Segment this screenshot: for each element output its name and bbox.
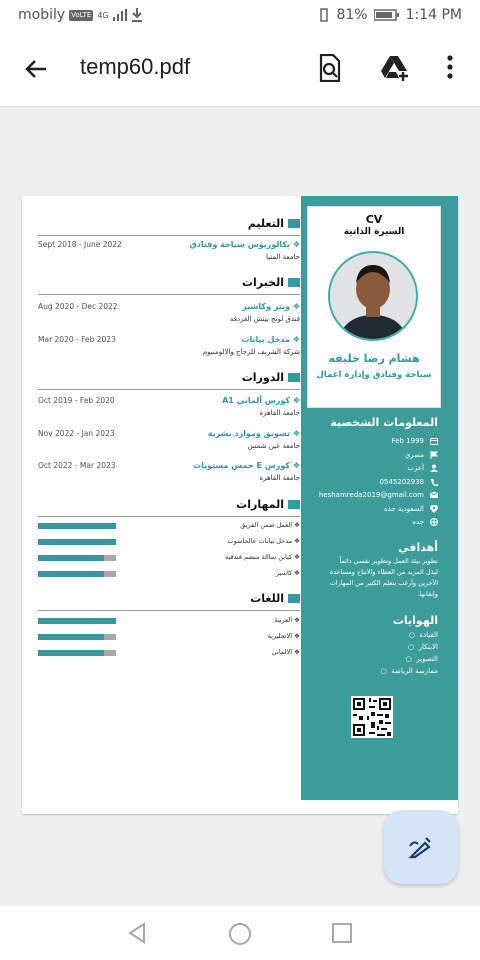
profile-card [307, 206, 441, 408]
download-icon [131, 8, 143, 22]
language-label: ❖ الالماني [271, 648, 300, 656]
back-arrow-icon[interactable] [24, 57, 48, 81]
skill-bar [38, 571, 116, 577]
personal-info-text: heshamreda2019@gmail.com [318, 491, 424, 499]
pdf-page [22, 196, 458, 814]
profile-photo [328, 251, 418, 341]
skill-label: ❖ كاشير [276, 569, 300, 577]
calendar-icon [430, 437, 438, 445]
globe-icon [430, 518, 438, 526]
personal-info-text: جده [412, 518, 424, 526]
edit-fab-button[interactable] [384, 810, 458, 884]
battery-percent: 81% [336, 7, 368, 23]
personal-info-item [384, 505, 438, 513]
goals-text: تطوير بيئة العمل وتطوير نفسي دائماً لبذل المزيد من العطاء والانتاج ومساعدة الآخرين وأرغب بتعلم الكثير من المهارات وإتقانها. [329, 557, 438, 598]
cv-sidebar [301, 196, 458, 800]
experience-heading: الخبرات [38, 276, 300, 295]
personal-info-text: Feb 1999 [391, 437, 424, 445]
vibrate-icon [318, 8, 330, 22]
language-bar [38, 650, 116, 656]
phone-icon [430, 478, 438, 486]
personal-info-text: 0545202938 [379, 477, 424, 486]
personal-info-heading: المعلومات الشخصية [330, 416, 438, 429]
skill-item [38, 568, 300, 580]
experience-item: ❖ ويتر وكاشير فندق لونج بيتش الغردقة Aug 2020 - Dec 2022 [38, 302, 300, 323]
skill-bar [38, 539, 116, 545]
edit-pen-icon [408, 834, 434, 860]
skills-heading: المهارات [38, 498, 300, 517]
course-item: ❖ كورس E خمس مستويات جامعة القاهرة Oct 2022 - Mar 2023 [38, 461, 300, 482]
skill-item [38, 536, 300, 548]
language-label: ❖ العربية [274, 616, 300, 624]
course-item: ❖ كورس ألماني A1 جامعة القاهرة Oct 2019 - Feb 2020 [38, 396, 300, 417]
language-bar [38, 634, 116, 640]
personal-info-text: أعزب [407, 464, 424, 472]
system-nav-bar [0, 906, 480, 960]
clock: 1:14 PM [405, 7, 462, 23]
skill-bar [38, 555, 116, 561]
section-icon [288, 278, 300, 287]
hobbies-heading: الهوايات [392, 614, 438, 627]
section-icon [288, 594, 300, 603]
section-icon [288, 219, 300, 228]
education-heading: التعليم [38, 217, 300, 236]
hobby-item: التصوير ○ [405, 655, 438, 663]
email-icon [430, 491, 438, 499]
hobby-item: الابتكار ○ [408, 643, 438, 651]
back-nav-icon[interactable] [126, 922, 148, 944]
candidate-role: سياحة وفنادق وإدارة اعمال [316, 370, 432, 380]
location-icon [430, 505, 438, 513]
personal-info-item [407, 464, 438, 472]
battery-icon [374, 9, 400, 21]
person-icon [430, 464, 438, 472]
document-title: temp60.pdf [80, 54, 191, 79]
candidate-name: هشام رضا خليفه [328, 352, 420, 365]
cv-subtitle: السيرة الذاتية [343, 227, 405, 237]
hobby-item: ممارسة الرياضة ○ [380, 667, 438, 675]
volte-badge: VoLTE [71, 10, 92, 19]
skill-item [38, 520, 300, 532]
cv-badge: CV [365, 213, 383, 226]
carrier-label: mobily [18, 7, 66, 23]
skill-label: ❖ العمل ضمن الفريق [240, 521, 300, 529]
personal-info-item [392, 437, 438, 445]
more-options-icon[interactable] [446, 54, 454, 80]
section-icon [288, 373, 300, 382]
personal-info-item [412, 518, 438, 526]
hobby-item: القيادة ○ [408, 631, 438, 639]
recents-nav-icon[interactable] [331, 922, 353, 944]
personal-info-item [319, 491, 438, 499]
personal-info-item [379, 478, 438, 486]
section-icon [288, 500, 300, 509]
search-document-icon[interactable] [318, 54, 342, 82]
home-nav-icon[interactable] [228, 922, 252, 946]
signal-icon [113, 9, 127, 21]
language-bar [38, 618, 116, 624]
network-label: 4G [97, 10, 109, 20]
language-item [38, 631, 300, 643]
languages-heading: اللغات [38, 592, 300, 611]
drive-add-icon[interactable] [380, 54, 410, 82]
skill-item [38, 552, 300, 564]
skill-label: ❖ مدخل بيانات عالحاسوب [227, 537, 300, 545]
language-label: ❖ الانجليزية [267, 632, 300, 640]
courses-heading: الدورات [38, 371, 300, 390]
qr-code [351, 696, 393, 738]
language-item [38, 615, 300, 627]
status-bar [0, 0, 480, 32]
personal-info-text: مصري [404, 450, 424, 459]
goals-heading: أهدافي [398, 541, 438, 554]
education-item: ❖ بكالوريوس سياحة وفنادق جامعة المنيا Sept 2018 - June 2022 [38, 240, 300, 261]
experience-item: ❖ مدخل بيانات شركة الشريف للزجاج والالومنيوم Mar 2020 - Feb 2023 [38, 335, 300, 356]
cv-main-column [38, 196, 300, 814]
language-item [38, 647, 300, 659]
skill-label: ❖ كيابن ساالة منضم فندقية [224, 553, 300, 561]
personal-info-item [405, 451, 438, 459]
personal-info-text: السعودية جده [383, 504, 424, 513]
skill-bar [38, 523, 116, 529]
course-item: ❖ تسويق وموارد بشرية جامعة عين شمس Nov 2022 - Jan 2023 [38, 429, 300, 450]
flag-icon [430, 451, 438, 459]
app-bar [0, 32, 480, 107]
